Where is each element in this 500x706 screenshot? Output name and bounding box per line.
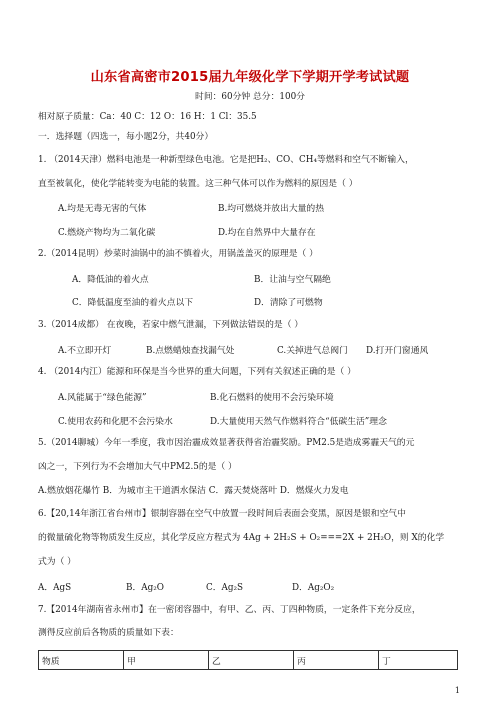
- page-title: 山东省高密市2015届九年级化学下学期开学考试试题: [90, 70, 410, 85]
- question-6-option-c: C．Ag₂S: [206, 583, 244, 593]
- question-5-text: 5.（2014聊城）今年一季度，我市因治霾成效显著获得省治霾奖励。PM2.5是造成雾霾天气的元: [38, 438, 415, 448]
- question-6-text: 6.【20,14年浙江省台州市】银制容器在空气中放置一段时间后表面会变黑，原因是银和空气中: [38, 509, 406, 519]
- question-4-option-d: D.大量使用天然气作燃料符合“低碳生活”理念: [210, 417, 387, 427]
- question-6-option-b: B．Ag₂O: [126, 583, 164, 593]
- question-4-option-c: C.使用农药和化肥不会污染水: [58, 417, 173, 427]
- question-3-option-b: B.点燃蜡烛查找漏气处: [146, 346, 235, 356]
- question-2-option-a: A．降低油的着火点: [72, 275, 149, 285]
- question-1-text: 1. （2014天津）燃料电池是一种新型绿色电池。它是把H₂、CO、CH₄等燃料和空气不断输入，: [38, 155, 414, 165]
- question-4-option-b: B.化石燃料的使用不会污染环境: [210, 393, 334, 403]
- question-4-option-a: A.风能属于“绿色能源”: [58, 393, 147, 403]
- question-3-option-c: C.关掉进气总阀门: [277, 346, 348, 356]
- table-header-row: [39, 651, 458, 670]
- question-5-text-cont: 凶之一，下列行为不会增加大气中PM2.5的是（ ）: [38, 462, 237, 472]
- question-5-options: A.燃放烟花爆竹 B．为城市主干道洒水保洁 C．露天焚烧落叶 D．燃煤火力发电: [38, 486, 349, 496]
- atomic-mass-info: 相对原子质量：Ca：40 C：12 O：16 H：1 Cl：35.5: [38, 112, 257, 122]
- section-heading: 一．选择题（四选一，每小题2分，共40分）: [38, 132, 214, 142]
- table-header-cell: 甲: [124, 651, 209, 670]
- page-number: 1: [454, 686, 460, 695]
- question-3-option-a: A.不立即开灯: [58, 346, 112, 356]
- question-6-text-cont2: 式为（ ）: [38, 557, 76, 567]
- question-6-text-cont: 的微量硫化物等物质发生反应，其化学反应方程式为 4Ag + 2H₂S + O₂===2X + 2H₂O，则 X的化学: [38, 533, 445, 543]
- table-header-cell: 物质: [39, 651, 124, 670]
- question-7-text-cont: 测得反应前后各物质的质量如下表：: [38, 628, 179, 638]
- question-6-option-a: A．AgS: [38, 583, 72, 593]
- table-header-cell: 丁: [379, 651, 458, 670]
- question-2-text: 2.（2014昆明）炒菜时油锅中的油不慎着火，用锅盖盖灭的原理是（ ）: [38, 249, 318, 259]
- table-header-cell: 丙: [294, 651, 379, 670]
- question-1-option-a: A.均是无毒无害的气体: [58, 204, 147, 214]
- question-1-option-b: B.均可燃烧并放出大量的热: [218, 204, 325, 214]
- question-3-text: 3.（2014成都） 在夜晚，若家中燃气泄漏，下列做法错误的是（ ）: [38, 320, 304, 330]
- question-2-option-b: B．让油与空气隔绝: [254, 275, 331, 285]
- question-1-option-d: D.均在自然界中大量存在: [218, 228, 316, 238]
- table-header-cell: 乙: [209, 651, 294, 670]
- question-1-text-cont: 直至被氧化，使化学能转变为电能的装置。这三种气体可以作为燃料的原因是（ ）: [38, 179, 358, 189]
- question-3-option-d: D.打开门窗通风: [366, 346, 429, 356]
- question-7-text: 7.【2014年湖南省永州市】在一密闭容器中，有甲、乙、丙、丁四种物质，一定条件下充分反应，: [38, 605, 421, 615]
- question-4-text: 4. （2014内江）能源和环保是当今世界的重大问题，下列有关叙述正确的是（ ）: [38, 367, 356, 377]
- question-2-option-d: D．清除了可燃物: [254, 298, 323, 308]
- question-6-option-d: D．Ag₂O₂: [292, 583, 335, 593]
- question-1-option-c: C.燃烧产物均为二氧化碳: [58, 228, 156, 238]
- question-2-option-c: C．降低温度至油的着火点以下: [72, 298, 194, 308]
- mass-table: [38, 650, 458, 670]
- time-info: 时间：60分钟 总分：100分: [195, 92, 305, 102]
